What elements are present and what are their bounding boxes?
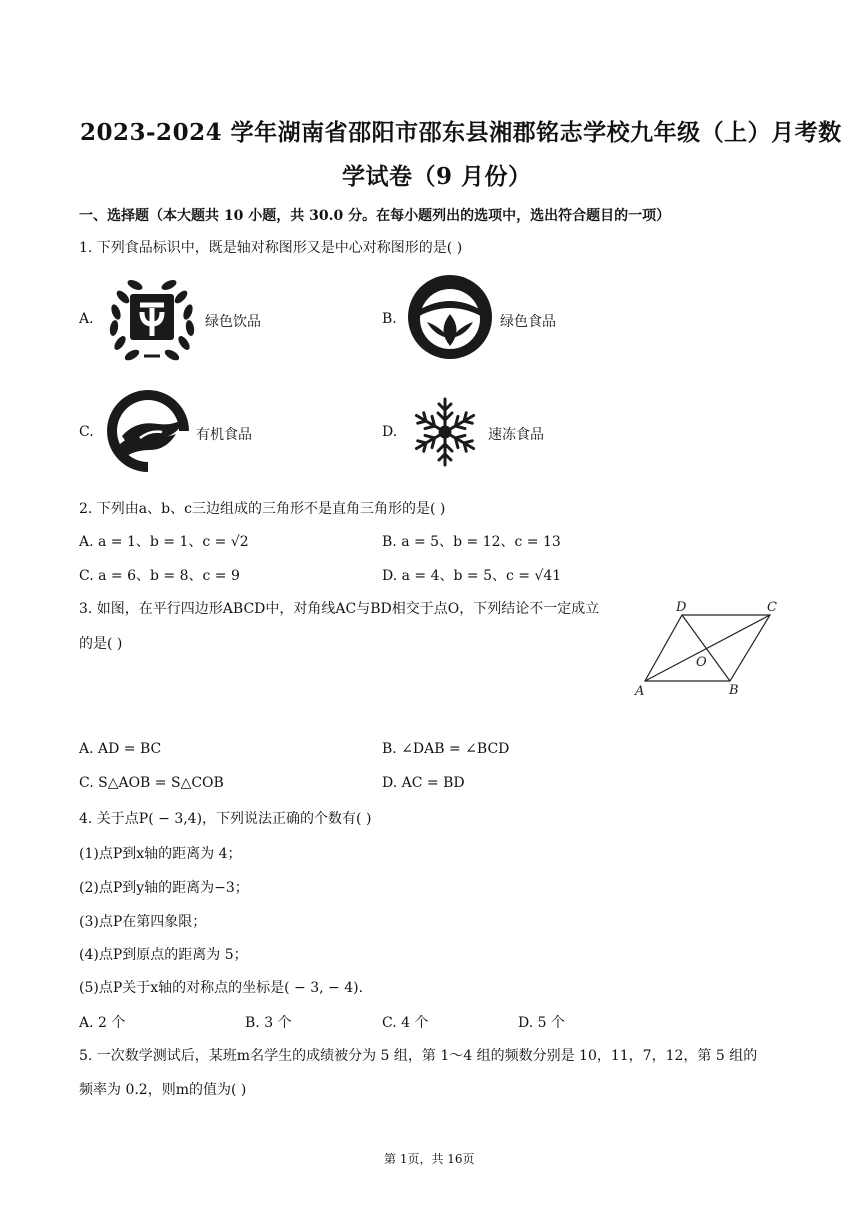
q3-option-a: A. AD = BC	[79, 741, 162, 757]
q1-option-a-letter: A.	[79, 311, 94, 327]
q5-line2: 频率为 0.2，则m的值为( )	[79, 1082, 247, 1098]
q2-option-b: B. a = 5、b = 12、c = 13	[382, 534, 561, 550]
q4-item-5: (5)点P关于x轴的对称点的坐标是( − 3, − 4).	[79, 980, 364, 996]
q4-option-a: A. 2 个	[79, 1015, 126, 1031]
organic-logo-icon	[100, 384, 196, 478]
q3-stem-line1: 3. 如图，在平行四边形ABCD中，对角线AC与BD相交于点O，下列结论不一定成立	[79, 601, 600, 617]
q4-item-2: (2)点P到y轴的距离为−3；	[79, 880, 249, 896]
title-line1: 2023-2024 学年湖南省邵阳市邵东县湘郡铭志学校九年级（上）月考数	[80, 119, 842, 146]
q1-option-b-letter: B.	[382, 311, 397, 327]
q5-line1: 5. 一次数学测试后，某班m名学生的成绩被分为 5 组，第 1～4 组的频数分别是 10，11，7，12，第 5 组的	[79, 1048, 758, 1064]
figure-label-c: C	[767, 600, 777, 615]
title-line2: 学试卷（9 月份）	[342, 163, 532, 190]
q1-option-c-letter: C.	[79, 424, 94, 440]
circle-leaf-logo-icon	[405, 272, 495, 362]
q4-item-3: (3)点P在第四象限；	[79, 914, 207, 930]
q4-item-1: (1)点P到x轴的距离为 4；	[79, 846, 242, 862]
q3-stem-line2: 的是( )	[79, 636, 123, 652]
figure-label-d: D	[676, 600, 687, 615]
q2-option-c: C. a = 6、b = 8、c = 9	[79, 568, 240, 584]
page-footer: 第 1页，共 16页	[384, 1152, 475, 1166]
q3-option-c: C. S△AOB = S△COB	[79, 775, 224, 791]
q1-option-c-caption: 有机食品	[196, 427, 252, 443]
q1-option-d-letter: D.	[382, 424, 398, 440]
parallelogram-figure	[630, 596, 790, 700]
q4-stem: 4. 关于点P( − 3,4)，下列说法正确的个数有( )	[79, 811, 372, 827]
q1-stem: 1. 下列食品标识中，既是轴对称图形又是中心对称图形的是( )	[79, 240, 463, 256]
q4-option-c: C. 4 个	[382, 1015, 429, 1031]
figure-label-a: A	[635, 684, 645, 699]
q4-option-b: B. 3 个	[245, 1015, 292, 1031]
q2-option-a: A. a = 1、b = 1、c = √2	[79, 534, 249, 550]
q2-option-d: D. a = 4、b = 5、c = √41	[382, 568, 562, 584]
q3-option-d: D. AC = BD	[382, 775, 465, 791]
q3-option-b: B. ∠DAB = ∠BCD	[382, 741, 510, 757]
wreath-logo-icon	[104, 272, 200, 364]
snowflake-logo-icon	[404, 396, 486, 468]
figure-label-o: O	[696, 655, 707, 670]
q1-option-d-caption: 速冻食品	[488, 427, 544, 443]
q4-item-4: (4)点P到原点的距离为 5；	[79, 947, 248, 963]
figure-label-b: B	[729, 683, 739, 698]
q1-option-b-caption: 绿色食品	[500, 314, 556, 330]
q2-stem: 2. 下列由a、b、c三边组成的三角形不是直角三角形的是( )	[79, 501, 446, 517]
q4-option-d: D. 5 个	[518, 1015, 565, 1031]
section-heading: 一、选择题（本大题共 10 小题，共 30.0 分。在每小题列出的选项中，选出符合题目的一项）	[79, 208, 671, 224]
q1-option-a-caption: 绿色饮品	[205, 314, 261, 330]
